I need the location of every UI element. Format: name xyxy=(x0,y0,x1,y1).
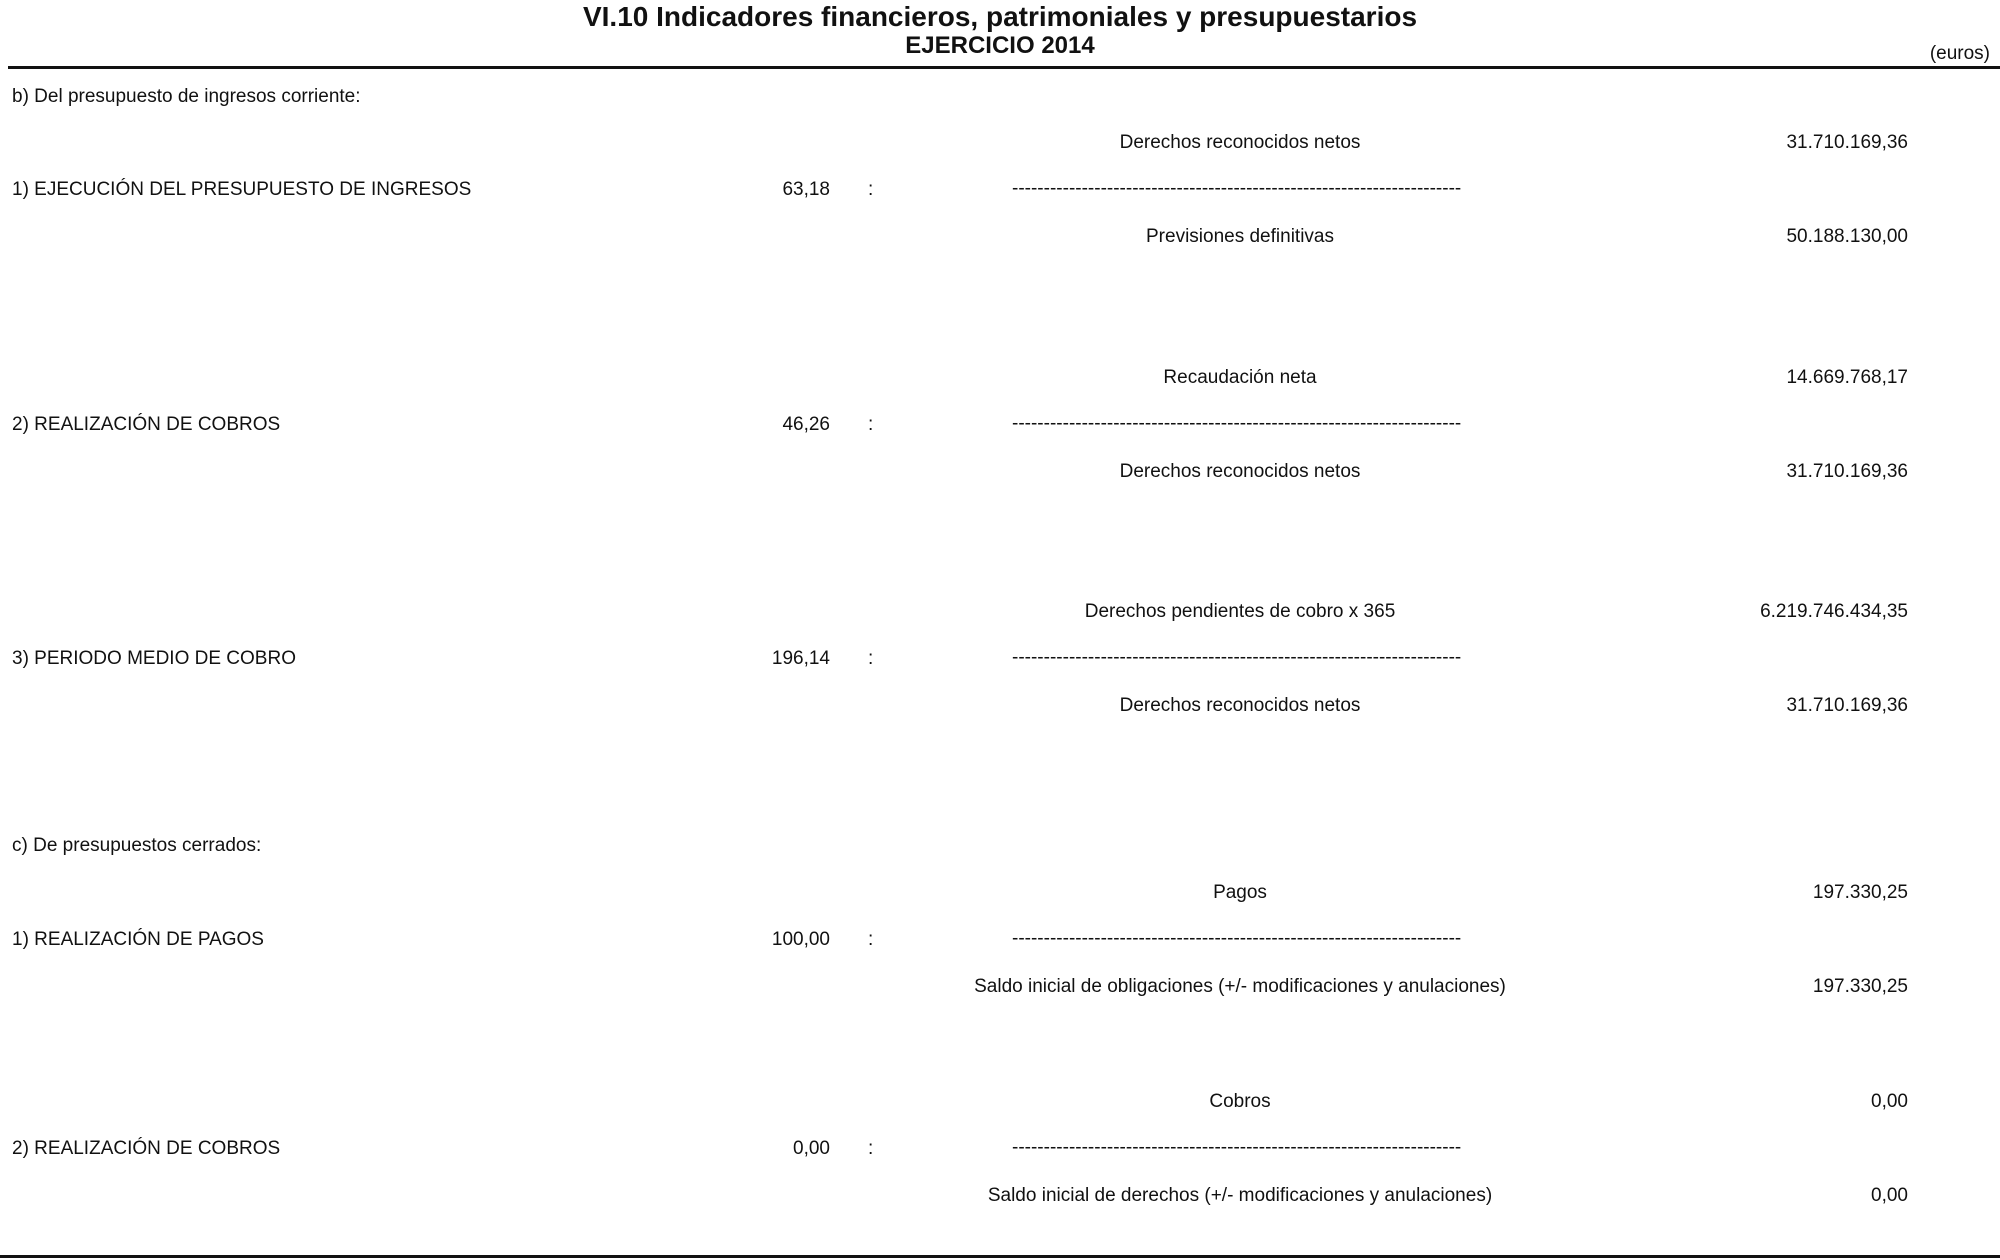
numerator-label: Derechos pendientes de cobro x 365 xyxy=(1084,601,1396,622)
denominator-value: 0,00 xyxy=(1871,1185,1908,1206)
numerator-label: Cobros xyxy=(1209,1091,1271,1112)
denominator-label: Previsiones definitivas xyxy=(1146,226,1334,247)
numerator-value: 6.219.746.434,35 xyxy=(1760,601,1908,622)
denominator-value: 197.330,25 xyxy=(1812,976,1908,997)
fraction-line: ----------------------------------------------------------------------- xyxy=(1012,928,1462,949)
colon-separator: : xyxy=(868,1138,874,1159)
section-title-closed-budgets: c) De presupuestos cerrados: xyxy=(12,835,262,856)
numerator-label: Recaudación neta xyxy=(1163,367,1317,388)
units-label: (euros) xyxy=(1929,43,1990,64)
indicator-realizacion-cobros xyxy=(0,366,2000,506)
page-subtitle: EJERCICIO 2014 xyxy=(905,32,1095,59)
indicator-result: 63,18 xyxy=(782,179,830,200)
colon-separator: : xyxy=(868,929,874,950)
indicator-result: 100,00 xyxy=(771,929,830,950)
indicator-ejecucion-ingresos xyxy=(0,131,2000,271)
header-rule xyxy=(8,66,2000,69)
indicator-result: 196,14 xyxy=(771,648,830,669)
numerator-label: Pagos xyxy=(1213,882,1267,903)
indicator-name: 3) PERIODO MEDIO DE COBRO xyxy=(12,648,296,669)
numerator-value: 31.710.169,36 xyxy=(1786,132,1908,153)
denominator-value: 31.710.169,36 xyxy=(1786,695,1908,716)
indicator-result: 46,26 xyxy=(782,414,830,435)
indicator-periodo-medio-cobro xyxy=(0,600,2000,740)
numerator-label: Derechos reconocidos netos xyxy=(1119,132,1361,153)
numerator-value: 14.669.768,17 xyxy=(1786,367,1908,388)
colon-separator: : xyxy=(868,179,874,200)
indicator-realizacion-cobros-cerrados xyxy=(0,1090,2000,1230)
page-title: VI.10 Indicadores financieros, patrimoniales y presupuestarios xyxy=(582,1,1418,32)
colon-separator: : xyxy=(868,414,874,435)
indicator-realizacion-pagos xyxy=(0,881,2000,1021)
denominator-value: 50.188.130,00 xyxy=(1786,226,1908,247)
section-title-current-income: b) Del presupuesto de ingresos corriente: xyxy=(12,86,361,107)
indicator-name: 2) REALIZACIÓN DE COBROS xyxy=(12,1138,281,1159)
numerator-value: 0,00 xyxy=(1871,1091,1908,1112)
indicator-name: 2) REALIZACIÓN DE COBROS xyxy=(12,414,281,435)
indicator-name: 1) REALIZACIÓN DE PAGOS xyxy=(12,929,264,950)
denominator-label: Derechos reconocidos netos xyxy=(1119,695,1361,716)
denominator-value: 31.710.169,36 xyxy=(1786,461,1908,482)
fraction-line: ----------------------------------------------------------------------- xyxy=(1012,178,1462,199)
indicator-name: 1) EJECUCIÓN DEL PRESUPUESTO DE INGRESOS xyxy=(12,179,472,200)
numerator-value: 197.330,25 xyxy=(1812,882,1908,903)
indicator-result: 0,00 xyxy=(793,1138,830,1159)
footer-rule xyxy=(0,1255,2000,1258)
denominator-label: Derechos reconocidos netos xyxy=(1119,461,1361,482)
denominator-label: Saldo inicial de derechos (+/- modificaciones y anulaciones) xyxy=(987,1185,1493,1206)
colon-separator: : xyxy=(868,648,874,669)
fraction-line: ----------------------------------------------------------------------- xyxy=(1012,413,1462,434)
fraction-line: ----------------------------------------------------------------------- xyxy=(1012,1137,1462,1158)
denominator-label: Saldo inicial de obligaciones (+/- modificaciones y anulaciones) xyxy=(974,976,1506,997)
fraction-line: ----------------------------------------------------------------------- xyxy=(1012,647,1462,668)
